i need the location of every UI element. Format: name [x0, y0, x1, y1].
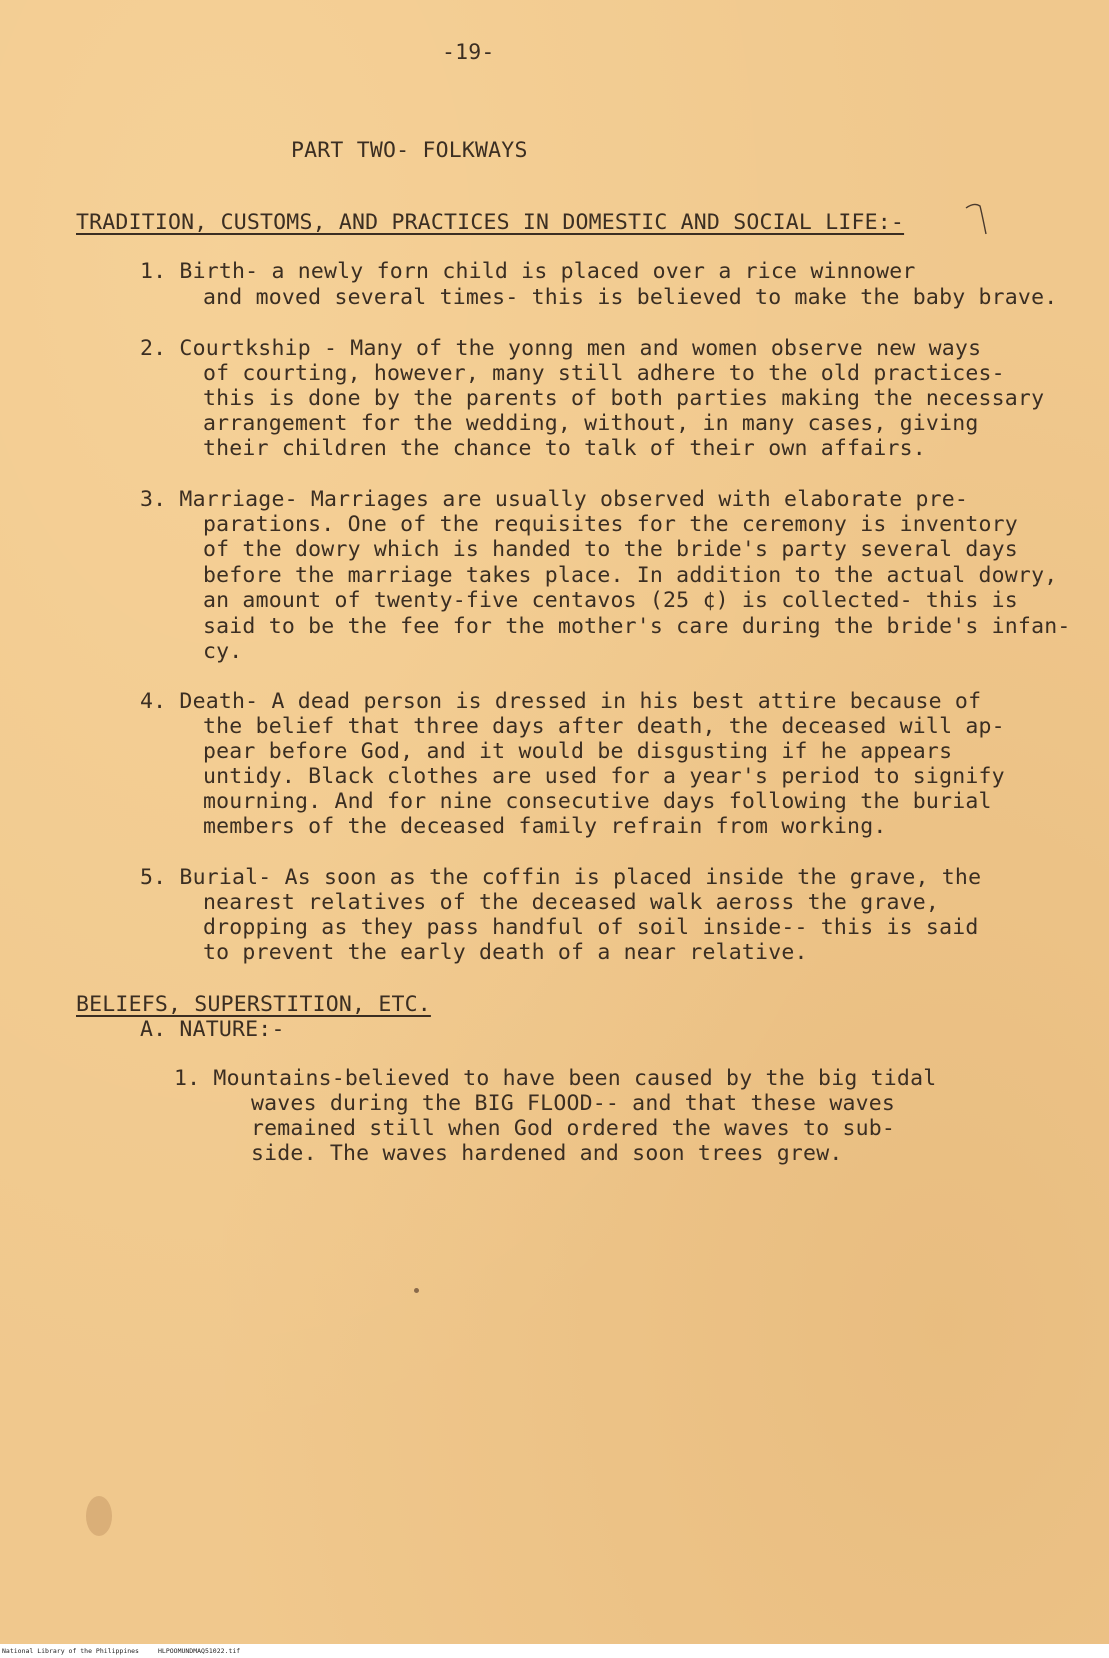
list-item-line: 1. Mountains-believed to have been caused by the big tidal [174, 1066, 937, 1091]
footer-file-id: HLPOOMUNDMAQ51022.tif [158, 1647, 241, 1655]
part-title: PART TWO- FOLKWAYS [291, 138, 528, 163]
list-item-line: waves during the BIG FLOOD-- and that these waves [251, 1091, 896, 1116]
list-item-line: members of the deceased family refrain from working. [203, 814, 887, 839]
list-item-line: remained still when God ordered the waves to sub- [251, 1116, 896, 1141]
list-item-line: 5. Burial- As soon as the coffin is placed inside the grave, the [140, 865, 982, 890]
list-item-line: an amount of twenty-five centavos (25 ¢) is collected- this is [203, 588, 1018, 613]
list-item-line: 4. Death- A dead person is dressed in his best attire because of [140, 689, 982, 714]
list-item-line: pear before God, and it would be disgusting if he appears [203, 739, 953, 764]
footer-library: National Library of the Philippines [2, 1647, 139, 1655]
list-item-line: 1. Birth- a newly forn child is placed over a rice winnower [140, 259, 916, 284]
list-item-line: nearest relatives of the deceased walk aeross the grave, [203, 890, 940, 915]
page-number: -19- [442, 40, 495, 65]
list-item-line: their children the chance to talk of their own affairs. [203, 436, 926, 461]
section-heading-traditions: TRADITION, CUSTOMS, AND PRACTICES IN DOMESTIC AND SOCIAL LIFE:- [76, 210, 905, 235]
list-item-line: the belief that three days after death, the deceased will ap- [203, 714, 1005, 739]
list-item-line: of courting, however, many still adhere to the old practices- [203, 361, 1005, 386]
list-item-line: untidy. Black clothes are used for a year's period to signify [203, 764, 1005, 789]
list-item-line: of the dowry which is handed to the bride's party several days [203, 537, 1018, 562]
list-item-line: mourning. And for nine consecutive days following the burial [203, 789, 992, 814]
list-item-line: 2. Courtkship - Many of the yonng men and women observe new ways [140, 336, 982, 361]
list-item-line: 3. Marriage- Marriages are usually observed with elaborate pre- [140, 487, 969, 512]
list-item-line: arrangement for the wedding, without, in many cases, giving [203, 411, 979, 436]
list-item-line: before the marriage takes place. In addition to the actual dowry, [203, 563, 1058, 588]
list-item-line: this is done by the parents of both parties making the necessary [203, 386, 1045, 411]
list-item-line: parations. One of the requisites for the ceremony is inventory [203, 512, 1018, 537]
section-heading-beliefs: BELIEFS, SUPERSTITION, ETC. [76, 992, 431, 1017]
list-item-line: dropping as they pass handful of soil inside-- this is said [203, 915, 979, 940]
subheading-nature: A. NATURE:- [140, 1017, 285, 1042]
ink-speck [414, 1288, 419, 1293]
stain-mark [86, 1496, 112, 1536]
handwritten-mark-icon [960, 196, 994, 240]
list-item-line: and moved several times- this is believed to make the baby brave. [203, 285, 1058, 310]
list-item-line: said to be the fee for the mother's care during the bride's infan- [203, 614, 1071, 639]
list-item-line: to prevent the early death of a near relative. [203, 940, 808, 965]
list-item-line: cy. [203, 639, 243, 664]
list-item-line: side. The waves hardened and soon trees grew. [251, 1141, 843, 1166]
